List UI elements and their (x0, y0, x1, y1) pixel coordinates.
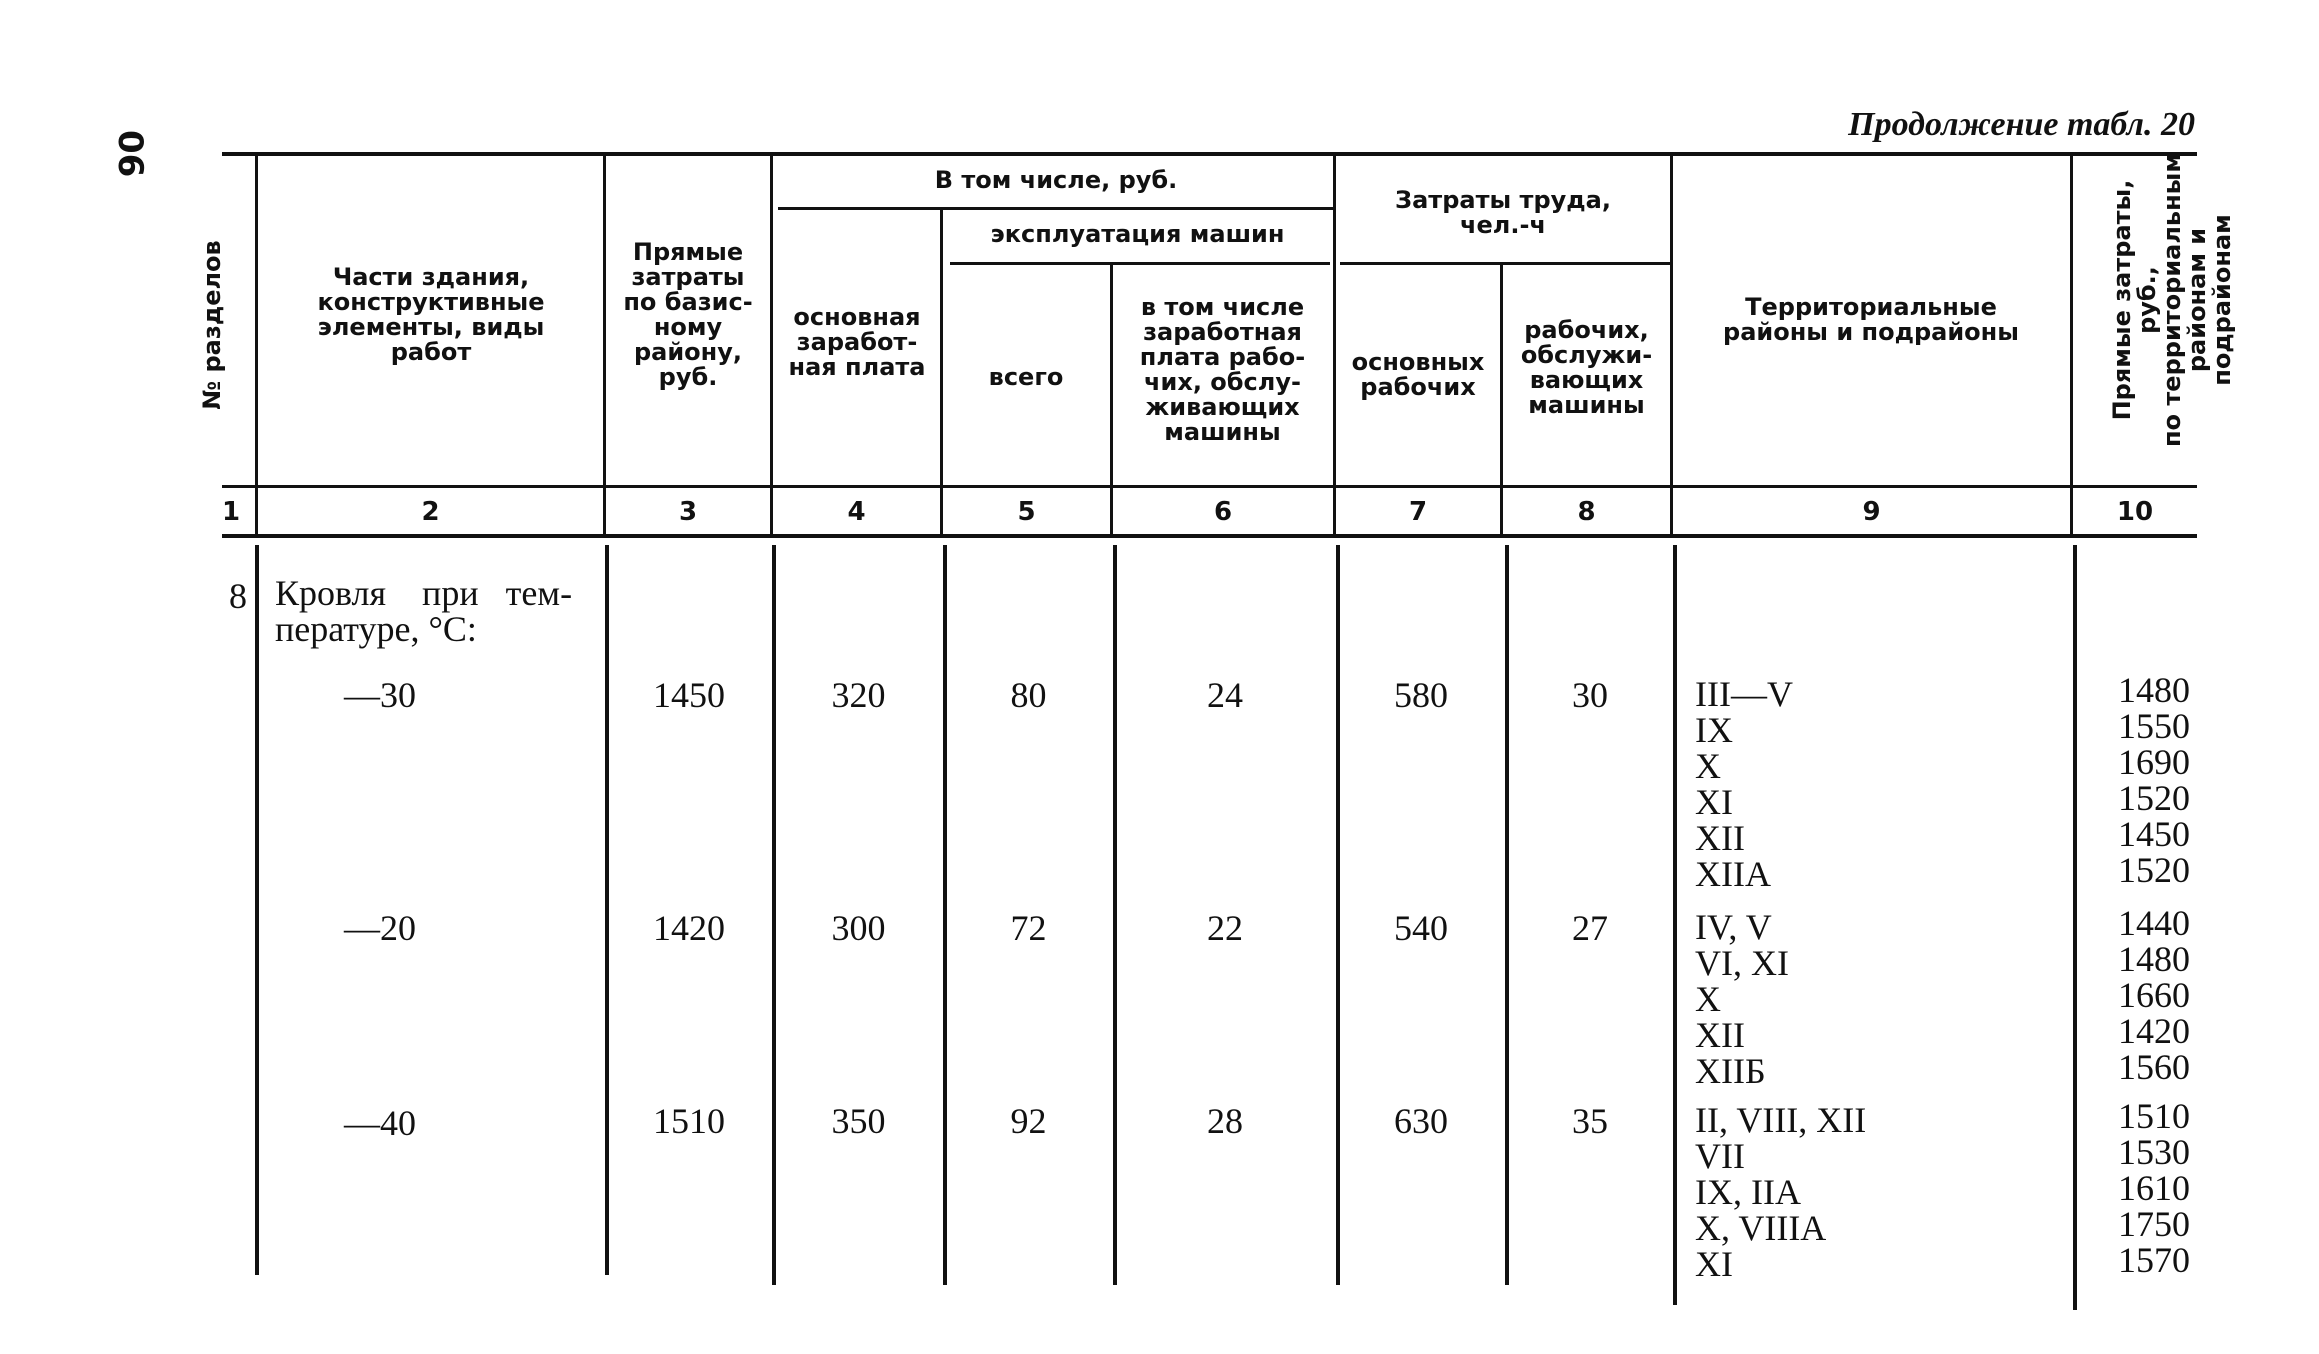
row2-c5: 72 (1010, 908, 1047, 948)
header-group-mach: эксплуатация машин (990, 220, 1285, 248)
col-divider-9 (2070, 156, 2073, 534)
colnum-bottom-rule (222, 534, 2197, 538)
row2-c6: 22 (1207, 908, 1243, 948)
row1-c5: 80 (1010, 675, 1047, 715)
table-caption: Продолжение табл. 20 (1848, 106, 2195, 143)
header-col8: рабочих, обслужи- вающих машины (1520, 316, 1653, 419)
row1-costs: 1480 1550 1690 1520 1450 1520 (2118, 670, 2190, 890)
page-number: 06 (110, 130, 150, 178)
row3-c6: 28 (1207, 1101, 1243, 1141)
group-rule-incl (778, 207, 1333, 210)
group-rule-labor (1340, 262, 1670, 265)
colnum-9: 9 (1862, 497, 1881, 527)
group-rule-mach (950, 262, 1330, 265)
row2-c3: 1420 (653, 908, 725, 948)
header-col5: всего (988, 363, 1064, 391)
col-divider-7 (1500, 265, 1503, 534)
colnum-10: 10 (2116, 497, 2154, 527)
header-group-incl: В том числе, руб. (934, 166, 1178, 194)
row1-c4: 320 (831, 675, 886, 715)
row3-c8: 35 (1572, 1101, 1608, 1141)
header-col2: Части здания, конструктивные элементы, виды работ (317, 263, 545, 366)
section-title-line2: пературе, °C: (275, 609, 477, 649)
header-bottom-rule (222, 485, 2197, 488)
col-divider-6 (1333, 156, 1336, 534)
row2-c7: 540 (1394, 908, 1448, 948)
section-title (275, 575, 595, 647)
row3-costs: 1510 1530 1610 1750 1570 (2118, 1096, 2190, 1280)
header-col4: основная заработ- ная плата (788, 303, 926, 381)
colnum-5: 5 (1017, 497, 1036, 527)
table-top-rule (222, 152, 2197, 156)
row2-temp: —20 (344, 908, 416, 948)
col-divider-2 (603, 156, 606, 534)
row3-c5: 92 (1010, 1101, 1047, 1141)
col-divider-1 (255, 156, 258, 534)
row1-regions: III—V IX X XI XII XIIA (1695, 674, 1793, 894)
col-divider-4 (940, 210, 943, 534)
header-group-labor: Затраты труда, чел.-ч (1395, 186, 1611, 239)
row1-c8: 30 (1572, 675, 1608, 715)
header-col3: Прямые затраты по базис- ному району, руб. (623, 238, 753, 391)
header-col9: Территориальные районы и подрайоны (1723, 293, 2019, 346)
colnum-4: 4 (847, 497, 866, 527)
header-col1: № разделов (198, 240, 226, 410)
header-col6: в том числе заработная плата рабо- чих, обслу- живающих машины (1139, 293, 1306, 446)
body-divider-1 (255, 545, 259, 1275)
row3-c4: 350 (831, 1101, 886, 1141)
row3-regions: II, VIII, XII VII IX, IIA X, VIIIA XI (1695, 1100, 1867, 1284)
colnum-1: 1 (221, 497, 241, 527)
colnum-6: 6 (1213, 497, 1233, 527)
row3-c7: 630 (1394, 1101, 1448, 1141)
row3-c3: 1510 (653, 1101, 725, 1141)
row1-c3: 1450 (653, 675, 725, 715)
row2-c8: 27 (1572, 908, 1608, 948)
row1-temp: —30 (344, 675, 416, 715)
body-divider-8 (1673, 545, 1677, 1305)
col-divider-8 (1670, 156, 1673, 534)
row1-c7: 580 (1394, 675, 1448, 715)
col-divider-3 (770, 156, 773, 534)
row2-c4: 300 (831, 908, 886, 948)
colnum-3: 3 (678, 497, 698, 527)
colnum-2: 2 (421, 497, 440, 527)
section-title-line1: Кровля при тем- (275, 573, 573, 613)
header-col7: основных рабочих (1351, 348, 1485, 401)
row2-regions: IV, V VI, XI X XII XIIБ (1695, 907, 1789, 1091)
body-divider-9 (2073, 545, 2077, 1310)
section-number: 8 (229, 576, 247, 616)
colnum-7: 7 (1408, 497, 1428, 527)
row3-temp: —40 (344, 1103, 416, 1143)
colnum-8: 8 (1577, 497, 1596, 527)
row1-c6: 24 (1207, 675, 1243, 715)
col-divider-5 (1110, 265, 1113, 534)
row2-costs: 1440 1480 1660 1420 1560 (2118, 903, 2190, 1087)
header-col10: Прямые затраты, руб., по территориальным районам и подрайонам (2108, 152, 2236, 448)
